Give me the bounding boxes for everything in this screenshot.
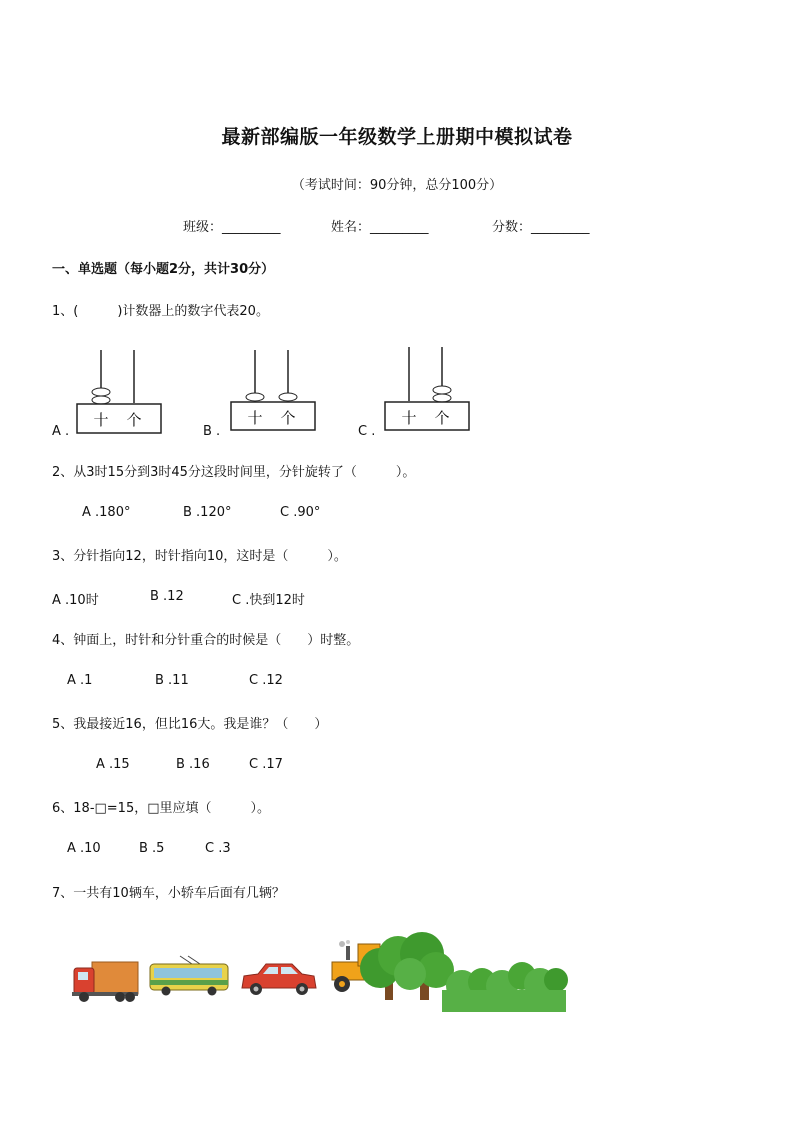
q6-option-a[interactable]: A .10 xyxy=(67,841,101,856)
question-1: 1、( )计数器上的数字代表20。 xyxy=(52,304,269,319)
question-4: 4、钟面上，时针和分针重合的时候是（ ）时整。 xyxy=(52,633,360,648)
question-6: 6、18-□=15，□里应填（ ）。 xyxy=(52,801,271,816)
q1-option-c[interactable]: C . xyxy=(358,424,376,439)
q5-option-c[interactable]: C .17 xyxy=(249,757,283,772)
question-7: 7、一共有10辆车，小轿车后面有几辆？ xyxy=(52,886,285,901)
bus-image xyxy=(150,956,228,996)
q3-option-b[interactable]: B .12 xyxy=(150,589,184,604)
question-3: 3、分针指向12，时针指向10，这时是（ ）。 xyxy=(52,549,347,564)
question-2: 2、从3时15分到3时45分这段时间里，分针旋转了（ ）。 xyxy=(52,465,416,480)
abacus-ones-label: 个 xyxy=(280,409,296,427)
q1-option-a[interactable]: A . xyxy=(52,424,70,439)
q5-option-a[interactable]: A .15 xyxy=(96,757,130,772)
truck-image xyxy=(72,962,138,1002)
abacus-ones-label: 个 xyxy=(126,411,142,429)
score-field[interactable]: 分数：_________ xyxy=(492,220,590,235)
q2-option-b[interactable]: B .120° xyxy=(183,505,232,520)
q1-option-b[interactable]: B . xyxy=(203,424,221,439)
q6-option-b[interactable]: B .5 xyxy=(139,841,165,856)
class-field[interactable]: 班级：_________ xyxy=(183,220,281,235)
car-image xyxy=(242,964,316,995)
q2-option-c[interactable]: C .90° xyxy=(280,505,321,520)
abacus-b xyxy=(226,348,322,440)
abacus-tens-label: 十 xyxy=(93,411,109,429)
q3-option-c[interactable]: C .快到12时 xyxy=(232,593,305,608)
trees-image xyxy=(360,932,568,1012)
abacus-tens-label: 十 xyxy=(401,409,417,427)
abacus-c xyxy=(380,345,476,437)
abacus-ones-label: 个 xyxy=(434,409,450,427)
q4-option-a[interactable]: A .1 xyxy=(67,673,93,688)
q6-option-c[interactable]: C .3 xyxy=(205,841,231,856)
abacus-a xyxy=(72,348,168,440)
q2-option-a[interactable]: A .180° xyxy=(82,505,131,520)
question-5: 5、我最接近16，但比16大。我是谁？（ ） xyxy=(52,717,328,732)
abacus-tens-label: 十 xyxy=(247,409,263,427)
section-heading: 一、单选题（每小题2分，共计30分） xyxy=(52,262,275,277)
q4-option-b[interactable]: B .11 xyxy=(155,673,189,688)
page-title: 最新部编版一年级数学上册期中模拟试卷 xyxy=(221,126,573,148)
q4-option-c[interactable]: C .12 xyxy=(249,673,283,688)
q3-option-a[interactable]: A .10时 xyxy=(52,593,99,608)
exam-subtitle: （考试时间：90分钟，总分100分） xyxy=(291,178,503,193)
vehicles-illustration xyxy=(70,930,570,1015)
q5-option-b[interactable]: B .16 xyxy=(176,757,210,772)
name-field[interactable]: 姓名：_________ xyxy=(331,220,429,235)
